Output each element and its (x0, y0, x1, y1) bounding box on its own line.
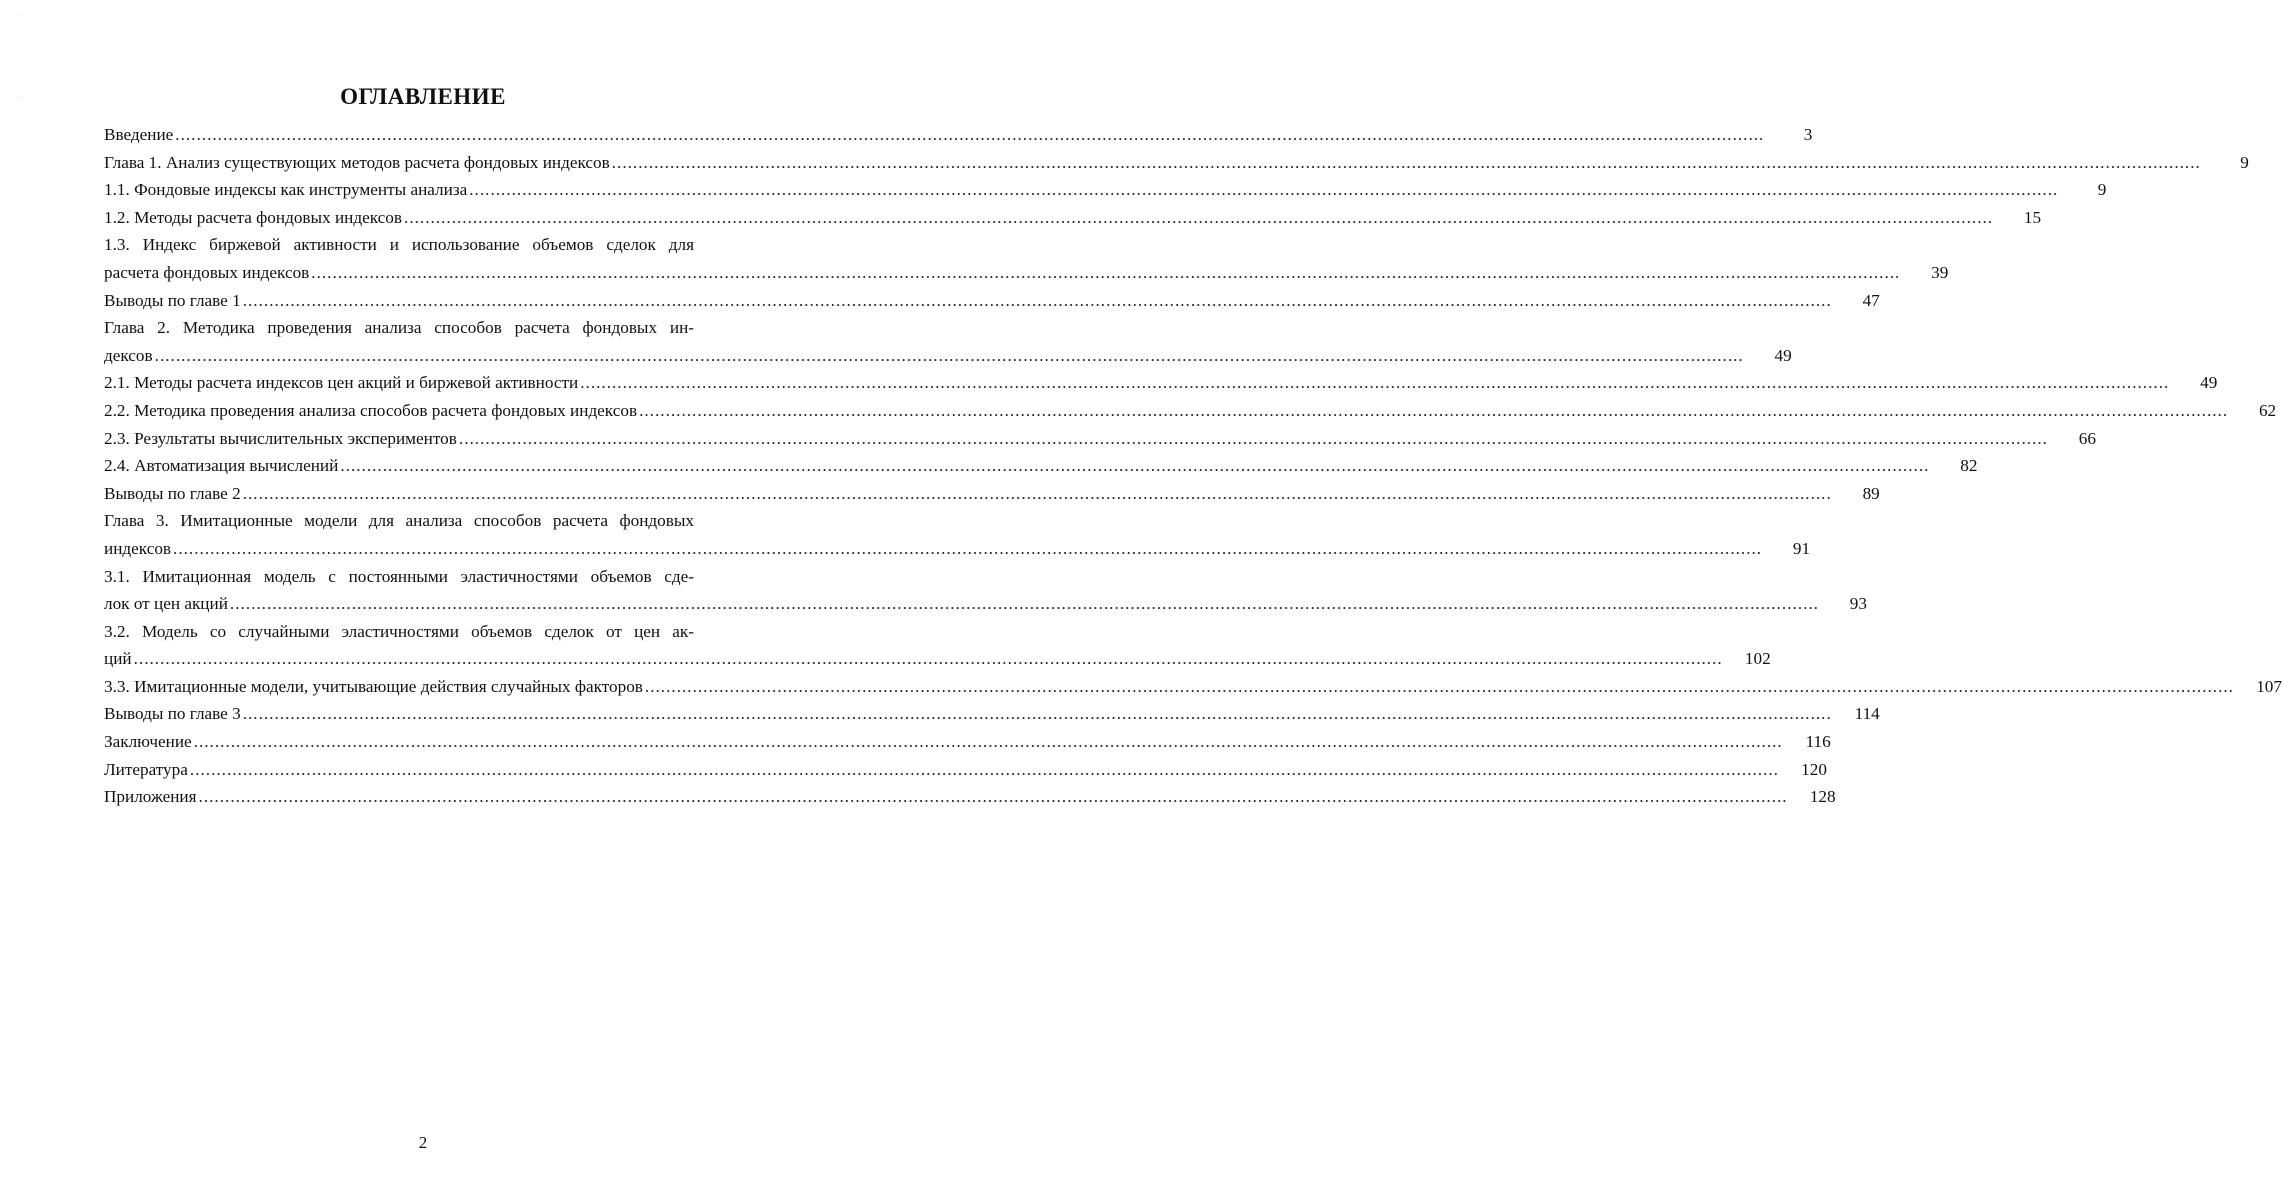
toc-entry-continuation: лок от цен акций (104, 594, 228, 614)
toc-entry (104, 121, 1813, 149)
toc-entry-title: Приложения (104, 787, 197, 807)
dot-leader: ............................................................................................................................................................................................................................................................................................................ (175, 125, 1765, 144)
toc-entry (104, 480, 1880, 508)
toc-page-number: 128 (1809, 787, 1836, 807)
toc-entry-title: Глава 1. Анализ существующих методов расчета фондовых индексов (104, 152, 610, 172)
toc-entry-title: 2.4. Автоматизация вычислений (104, 456, 339, 476)
toc-entry-line (104, 507, 738, 535)
toc-page-number: 82 (1960, 456, 1978, 476)
toc-entry-title: Литература (104, 759, 188, 779)
toc-page-number: 49 (2200, 373, 2218, 393)
toc-entry-line (104, 314, 738, 342)
toc-entry (104, 756, 1827, 784)
toc-entry-title: 1.2. Методы расчета фондовых индексов (104, 207, 403, 227)
dot-leader: ............................................................................................................................................................................................................................................................................................................ (154, 345, 1744, 365)
toc-entry-title: Выводы по главе 2 (104, 483, 241, 503)
toc-page-number: 107 (2256, 676, 2282, 696)
toc-entry-title: 1.3. Индекс биржевой активности и использование объемов сделок для (104, 235, 694, 255)
toc-entry (104, 369, 2218, 397)
toc-entry (104, 342, 1792, 370)
toc-page-number: 47 (1862, 290, 1880, 310)
toc-entry-title: Заключение (104, 732, 192, 752)
dot-leader: ............................................................................................................................................................................................................................................................................................................ (458, 428, 2048, 448)
toc-entry (104, 535, 1811, 563)
toc-page-number: 116 (1805, 732, 1831, 752)
toc-page-number: 9 (2240, 152, 2249, 172)
dot-leader: ............................................................................................................................................................................................................................................................................................................ (229, 594, 1819, 614)
toc-page-number: 102 (1744, 649, 1771, 669)
toc-entry (104, 425, 2096, 453)
toc-entry-title: 2.3. Результаты вычислительных экспериментов (104, 428, 457, 448)
toc-entry-line (104, 618, 738, 646)
toc-page-number: 49 (1774, 345, 1792, 365)
dot-leader: ............................................................................................................................................................................................................................................................................................................ (404, 207, 1994, 227)
dot-leader: ............................................................................................................................................................................................................................................................................................................ (340, 456, 1930, 476)
dot-leader: ............................................................................................................................................................................................................................................................................................................ (173, 538, 1763, 558)
toc-page-number: 91 (1792, 538, 1811, 558)
table-of-contents (104, 121, 2282, 811)
toc-entry (104, 728, 1831, 756)
toc-page-number: 62 (2258, 400, 2277, 420)
toc-entry-title: 3.2. Модель со случайными эластичностями объемов сделок от цен ак- (104, 621, 694, 641)
toc-entry (104, 452, 1978, 480)
page-title: ОГЛАВЛЕНИЕ (340, 84, 506, 109)
dot-leader: ............................................................................................................................................................................................................................................................................................................ (242, 704, 1832, 724)
dot-leader: ............................................................................................................................................................................................................................................................................................................ (469, 180, 2059, 200)
toc-entry-title: 3.1. Имитационная модель с постоянными эластичностями объемов сде- (104, 566, 694, 586)
toc-page-number: 3 (1803, 125, 1813, 144)
dot-leader: ............................................................................................................................................................................................................................................................................................................ (311, 262, 1901, 282)
toc-page-number: 39 (1931, 262, 1949, 282)
dot-leader: ............................................................................................................................................................................................................................................................................................................ (242, 290, 1832, 310)
dot-leader: ............................................................................................................................................................................................................................................................................................................ (193, 732, 1783, 752)
scan-mark-icon: · (20, 95, 23, 104)
page-number: 2 (418, 1133, 428, 1152)
toc-entry (104, 397, 2277, 425)
toc-page-number: 9 (2097, 180, 2107, 200)
toc-entry-continuation: расчета фондовых индексов (104, 262, 310, 282)
toc-page-number: 120 (1801, 759, 1827, 779)
toc-page-number: 93 (1849, 594, 1867, 614)
toc-page-number: 66 (2078, 428, 2096, 448)
toc-entry-continuation: индексов (104, 538, 172, 558)
toc-entry-title: Глава 2. Методика проведения анализа способов расчета фондовых ин- (104, 318, 694, 338)
toc-entry-title: Глава 3. Имитационные модели для анализа способов расчета фондовых (104, 511, 694, 531)
scan-mark-icon: · (20, 10, 23, 19)
toc-entry (104, 590, 1867, 618)
toc-page-number: 114 (1854, 704, 1880, 724)
toc-entry (104, 673, 2282, 701)
dot-leader: ............................................................................................................................................................................................................................................................................................................ (189, 759, 1779, 779)
dot-leader: ............................................................................................................................................................................................................................................................................................................ (580, 373, 2170, 393)
toc-entry-title: Введение (104, 125, 174, 144)
dot-leader: ............................................................................................................................................................................................................................................................................................................ (242, 483, 1832, 503)
toc-entry-title: Выводы по главе 1 (104, 290, 241, 310)
toc-page-number: 89 (1862, 483, 1880, 503)
toc-entry-title: 2.2. Методика проведения анализа способов расчета фондовых индексов (104, 400, 638, 420)
toc-entry-continuation: дексов (104, 345, 153, 365)
toc-entry (104, 259, 1949, 287)
toc-entry-line (104, 231, 738, 259)
dot-leader: ............................................................................................................................................................................................................................................................................................................ (198, 787, 1788, 807)
toc-entry (104, 176, 2107, 204)
toc-page-number: 15 (2023, 207, 2042, 227)
dot-leader: ............................................................................................................................................................................................................................................................................................................ (133, 649, 1723, 669)
toc-entry-title: 1.1. Фондовые индексы как инструменты анализа (104, 180, 468, 200)
toc-entry (104, 700, 1880, 728)
toc-entry-title: 2.1. Методы расчета индексов цен акций и биржевой активности (104, 373, 579, 393)
toc-entry (104, 204, 2042, 232)
toc-entry (104, 149, 2249, 177)
dot-leader: ............................................................................................................................................................................................................................................................................................................ (611, 152, 2201, 172)
toc-entry (104, 645, 1771, 673)
dot-leader: ............................................................................................................................................................................................................................................................................................................ (639, 400, 2229, 420)
dot-leader: ............................................................................................................................................................................................................................................................................................................ (644, 676, 2234, 696)
toc-entry-title: Выводы по главе 3 (104, 704, 241, 724)
toc-entry-title: 3.3. Имитационные модели, учитывающие действия случайных факторов (104, 676, 643, 696)
toc-entry-line (104, 563, 738, 591)
toc-entry-continuation: ций (104, 649, 132, 669)
toc-entry (104, 783, 1836, 811)
toc-entry (104, 287, 1880, 315)
